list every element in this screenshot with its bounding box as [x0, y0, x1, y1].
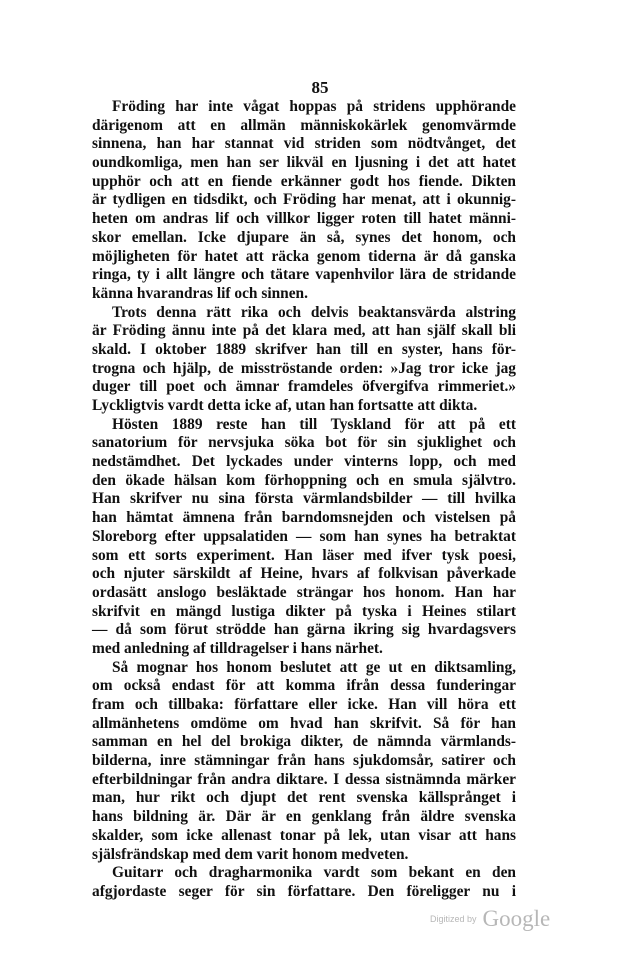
- google-logo: Google: [482, 906, 551, 931]
- watermark-prefix: Digitized by: [430, 914, 477, 924]
- text-line: med anledning af tilldragelser i hans närhet.: [92, 639, 383, 657]
- text-line: Trots denna rätt rika och delvis beaktansvärda alstring: [112, 303, 516, 321]
- text-line: han hämtat ämnena från barndomsnejden och vistelsen på: [92, 509, 516, 527]
- text-line: upphör och att en fiende erkänner godt hos fiende. Dikten: [92, 172, 516, 190]
- text-line: nedstämdhet. Det lyckades under vinterns lopp, och med: [92, 453, 516, 471]
- text-line: skrifvit en mängd lustiga dikter på tyska i Heines stilart: [92, 602, 516, 620]
- text-line: om också endast för att komma ifrån dessa funderingar: [92, 677, 516, 695]
- text-line: — då som förut strödde han gärna ikring sig hvardagsvers: [92, 621, 516, 639]
- text-line: bilderna, inre stämningar från hans sjukdomsår, satirer och: [92, 752, 516, 770]
- text-line: därigenom att en allmän människokärlek genomvärmde: [92, 116, 516, 134]
- text-line: Guitarr och dragharmonika vardt som bekant en den: [112, 864, 516, 882]
- text-line: afgjordaste seger för sin författare. Den föreligger nu i: [92, 882, 516, 900]
- text-line: och njuter särskildt af Heine, hvars af folkvisan påverkade: [92, 565, 516, 583]
- text-line: fram och tillbaka: författare eller icke. Han vill höra ett: [92, 696, 516, 713]
- text-line: Sloreborg efter uppsalatiden — som han synes ha betraktat: [92, 527, 516, 545]
- text-line: Fröding har inte vågat hoppas på stridens upphörande: [112, 98, 516, 115]
- text-line: möjligheten för hatet att räcka genom tiderna är då ganska: [92, 247, 516, 265]
- text-line: är tydligen en tidsdikt, och Fröding har menat, att i okunnig-: [92, 191, 516, 209]
- text-line: oundkomliga, men han ser likväl en ljusning i det att hatet: [92, 154, 516, 172]
- text-line: ordasätt anslogo besläktade strängar hos honom. Han har: [92, 583, 516, 601]
- text-line: man, hur rikt och djupt det rent svenska källsprånget i: [92, 789, 516, 807]
- text-line: Han skrifver nu sina första värmlandsbilder — till hvilka: [92, 490, 516, 508]
- text-line: som ett sorts experiment. Han läser med ifver tysk poesi,: [92, 546, 516, 564]
- text-line: Lyckligtvis vardt detta icke af, utan han fortsatte att dikta.: [92, 397, 478, 414]
- text-line: känna hvarandras lif och sinnen.: [92, 284, 308, 302]
- text-line: Så mognar hos honom beslutet att ge ut en diktsamling,: [112, 658, 516, 676]
- text-line: samman en hel del brokiga dikter, de nämnda värmlands-: [92, 733, 516, 751]
- text-line: ringa, ty i allt längre och tätare vapenhvilor lära de stridande: [92, 266, 516, 284]
- text-line: skor emellan. Icke djupare än så, synes det honom, och: [92, 228, 516, 246]
- body-text: [92, 98, 516, 902]
- text-line: skald. I oktober 1889 skrifver han till en syster, hans för-: [92, 340, 516, 358]
- text-line: skalder, som icke allenast tonar på lek, utan visar att hans: [92, 826, 516, 844]
- digitized-by-google-watermark: [430, 906, 580, 932]
- text-line: allmänhetens omdöme om hvad han skrifvit. Så för han: [92, 714, 516, 732]
- text-line: duger till poet och ämnar framdeles öfvergifva rimmeriet.»: [92, 378, 516, 396]
- text-line: trogna och hjälp, de misströstande orden: »Jag tror icke jag: [92, 359, 516, 377]
- text-line: sanatorium för nervsjuka söka bot för sin sjuklighet och: [92, 434, 516, 452]
- text-line: hans bildning är. Där är en genklang från äldre svenska: [92, 808, 516, 826]
- text-line: efterbildningar från andra diktare. I dessa sistnämnda märker: [92, 770, 516, 788]
- text-line: den ökade hälsan kom förhoppning och en smula självtro.: [92, 471, 516, 489]
- page-number: 85: [311, 78, 329, 97]
- text-line: själsfrändskap med dem varit honom medveten.: [92, 845, 409, 863]
- text-line: Hösten 1889 reste han till Tyskland för att på ett: [112, 415, 516, 433]
- text-line: är Fröding ännu inte på det klara med, att han själf skall bli: [92, 322, 516, 340]
- text-line: heten om andras lif och villkor ligger roten till hatet männi-: [92, 210, 516, 228]
- text-line: sinnena, han har stannat vid striden som nödtvånget, det: [92, 135, 516, 153]
